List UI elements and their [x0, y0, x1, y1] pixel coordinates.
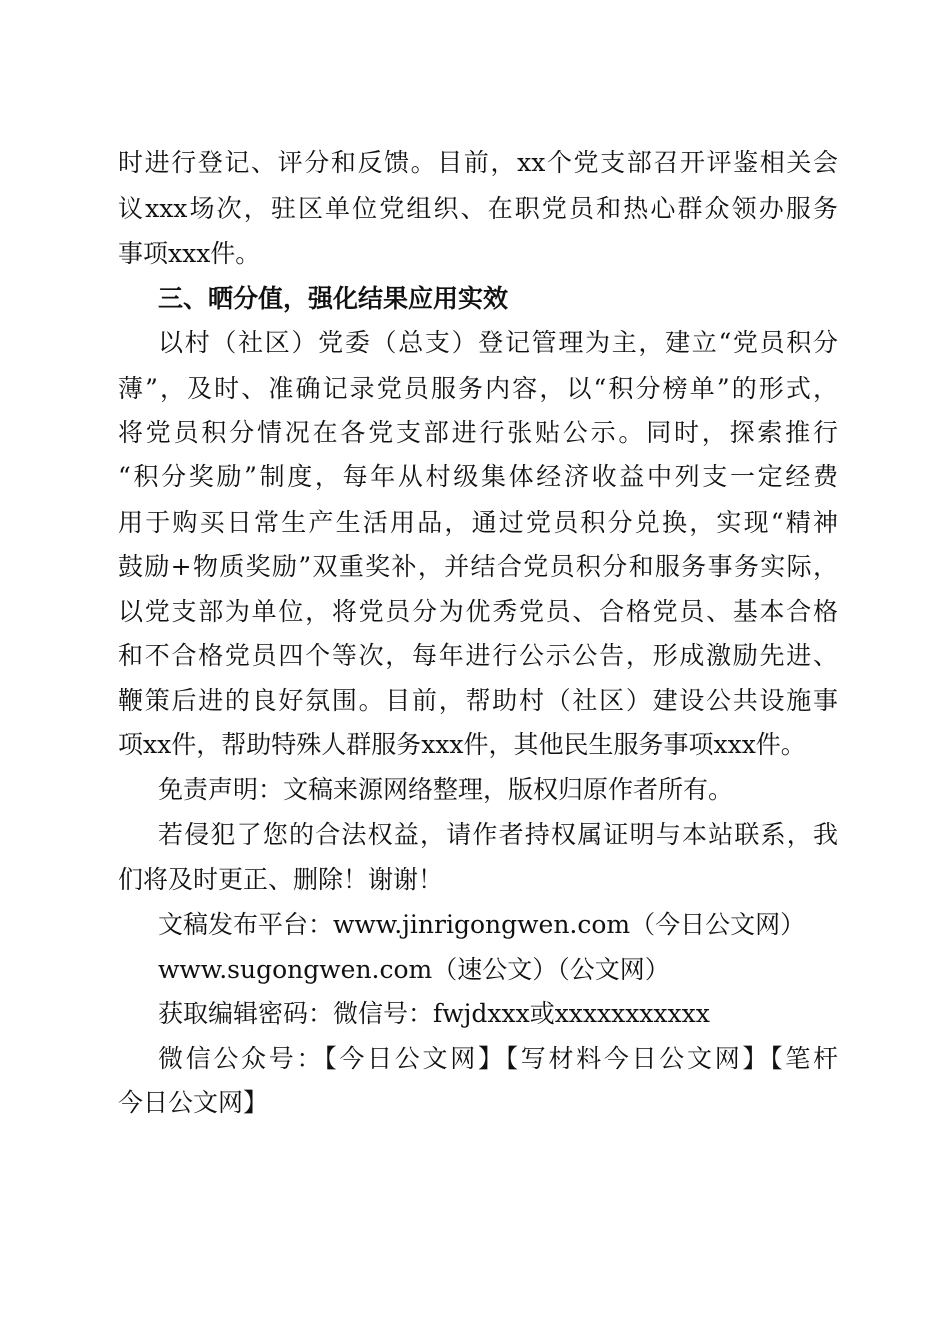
- body-text-line: 用于购买日常生产生活用品，通过党员积分兑换，实现“精神: [118, 508, 838, 537]
- body-text-line: 薄”，及时、准确记录党员服务内容，以“积分榜单”的形式，: [118, 374, 838, 403]
- disclaimer-text: 若侵犯了您的合法权益，请作者持权属证明与本站联系，我: [158, 820, 838, 849]
- body-text-line: 以党支部为单位，将党员分为优秀党员、合格党员、基本合格: [118, 597, 838, 626]
- body-text-line: 议xxx场次，驻区单位党组织、在职党员和热心群众领办服务: [118, 194, 838, 223]
- disclaimer-text: 们将及时更正、删除！谢谢！: [118, 865, 444, 894]
- password-info-text: 获取编辑密码：微信号：fwjdxxx或xxxxxxxxxxx: [158, 999, 710, 1028]
- body-text-line: 鞭策后进的良好氛围。目前，帮助村（社区）建设公共设施事: [118, 686, 838, 715]
- body-text-line: 和不合格党员四个等次，每年进行公示公告，形成激励先进、: [118, 641, 838, 670]
- wechat-account-text: 微信公众号：【今日公文网】【写材料今日公文网】【笔杆: [158, 1044, 838, 1073]
- body-text-line: 鼓励+物质奖励”双重奖补，并结合党员积分和服务事务实际，: [118, 552, 838, 581]
- body-text-line: 时进行登记、评分和反馈。目前，xx个党支部召开评鉴相关会: [118, 148, 838, 177]
- body-text-line: “积分奖励”制度，每年从村级集体经济收益中列支一定经费: [118, 462, 838, 491]
- body-text-line: 事项xxx件。: [118, 239, 261, 268]
- body-text-line: 以村（社区）党委（总支）登记管理为主，建立“党员积分: [158, 328, 838, 357]
- platform-info-text: 文稿发布平台：www.jinrigongwen.com（今日公文网）: [158, 910, 806, 939]
- platform-info-text: www.sugongwen.com（速公文）（公文网）: [158, 955, 670, 984]
- body-text-line: 将党员积分情况在各党支部进行张贴公示。同时，探索推行: [118, 418, 838, 447]
- section-heading: 三、晒分值，强化结果应用实效: [158, 284, 509, 313]
- disclaimer-text: 免责声明：文稿来源网络整理，版权归原作者所有。: [158, 775, 734, 804]
- body-text-line: 项xx件，帮助特殊人群服务xxx件，其他民生服务事项xxx件。: [118, 730, 806, 759]
- wechat-account-text: 今日公文网】: [118, 1088, 269, 1117]
